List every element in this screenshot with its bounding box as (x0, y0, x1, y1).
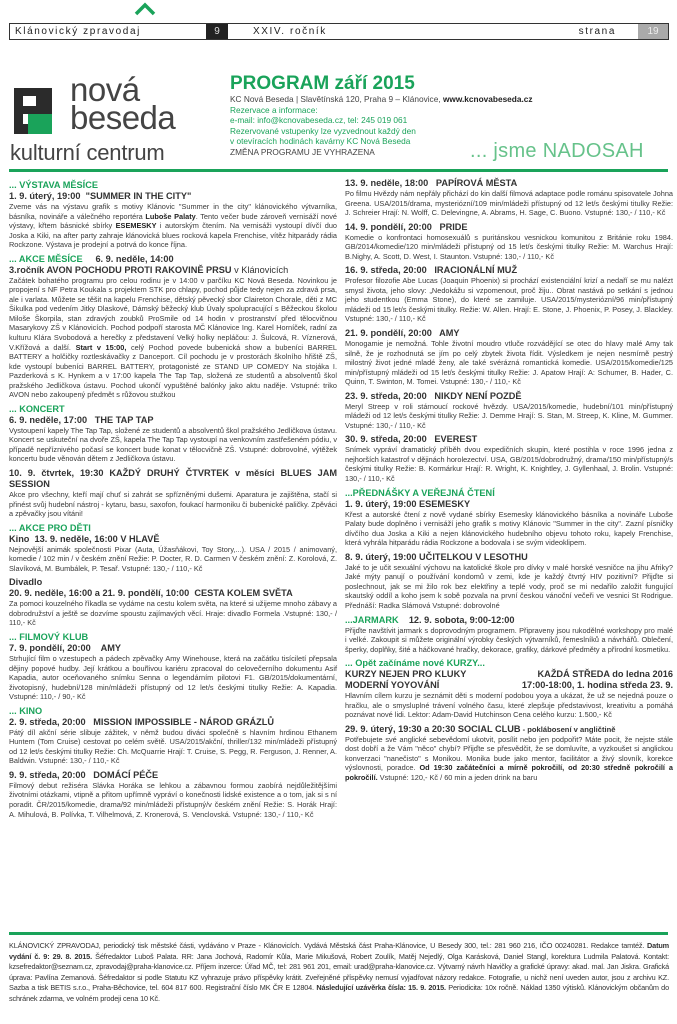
article-title (9, 717, 337, 728)
text-run: Začátek bohatého programu pro celou rodinu je v 14:00 v parčíku KC Nová Beseda. Novinkou je propojení s NF Petra Koukala s projektem STK pro chlapy, pochod půjde tedy nejen za zdravá prsa, ale i varlata. Můžete se těšit na kapelu Frenchise, dětský pěvecký sbor Claireton Chorale, děti z MC Šikulka pod vedením Jitky Dlaskové, Dámský běžecký klub Úvaly spolupracující s Běžeckou školou Miloše Škorpila, stan zdravých zoubků ProSmile od 14 hodin v prostranství před tělocvičnou Masarykovy ZŠ v Klánovicích. Pochod podpoří starosta MČ Klánovice Ing. Karel Horníček, radní za kulturu Klára Svobodová a herečky z představení Velký holky nepláčou: J. Šulcová, R. Víznerová, V.Křížová a další. (9, 275, 337, 352)
article-text (9, 426, 337, 464)
top-divider (9, 169, 668, 172)
text-run: Křest a autorské čtení z nově vydané sbírky Esemesky klánovického básníka a novináře Luboše Palaty bude doplněno i vernisáží jeho grafik s motivy Klánovic "Summer in the city". Zazní písničky dívčího dua Joska a Kiki a nejen klánovického hudebního objevu tohoto roku, kapely Frenchise, která vyhrála hitparádu rádia Rockzone a bodovala i se svým videoklipem. (345, 509, 673, 548)
article-text (345, 189, 673, 218)
reservation-note-1: Rezervované vstupenky lze vyzvednout každý den (230, 125, 416, 136)
article-text (345, 276, 673, 324)
text-run: 1. 9. úterý, 19:00 "SUMMER IN THE CITY" (9, 191, 192, 201)
article-text (345, 445, 673, 483)
issue-number: 9 (206, 24, 228, 39)
publication-name: Klánovický zpravodaj (15, 26, 141, 37)
logo-line-1: nová (70, 71, 140, 108)
nova-beseda-logo (10, 71, 217, 167)
page-number: 19 (638, 24, 668, 39)
text-run: Hlavním cílem kurzu je seznámit děti s moderní podobou yoya a ukázat, že už se nejedná pouze o hračku, ale o smysluplné trávení volného času, které zlepšuje představivost, kreativitu a pomáhá poznávat nové lidi. Lektor: Adam-David Hutchinson Cena celého kurzu: 1.500,- Kč (345, 691, 673, 720)
imprint-text: Následující uzávěrka čísla: 15. 9. 2015. (316, 983, 446, 992)
article-title (345, 434, 673, 445)
text-run: 8. 9. úterý, 19:00 UČITELKOU V LESOTHU (345, 551, 528, 562)
text-run: 21. 9. pondělí, 20:00 AMY (345, 328, 460, 339)
text-run: 7. 9. pondělí, 20:00 AMY (9, 642, 121, 653)
text-run: Akce pro všechny, kteří mají chuť si zahrát se spřízněnými dušemi. Aparatura je zajištěna, stačí si přinést svůj hudební nástroj - kytaru, basu, saxofon, foukací harmoniku či bubenické paličky. Zpěváci a zpěvačky jsou vítáni! (9, 490, 337, 519)
text-run: ... VÝSTAVA MĚSÍCE (9, 180, 98, 190)
text-run: ... KINO (9, 705, 43, 716)
text-run: Pátý díl akční série slibuje zážitek, v němž budou diváci společně s hlavním hrdinou Ethanem Huntem (Tom Cruise) cestovat po celém světě. USA/2015/akční, thriller/132 min/mládeži přístupný od 12 let/s českými titulky Režie: Ch. McQuarrie Hrají: T. Cruise, S. Pegg, R. Ferguson, J. Renner, A. Baldwin. Vstupné: 130,- / 110,- Kč (9, 727, 337, 766)
text-run: Po filmu Hvězdy nám nepřály přichází do kin další filmová adaptace podle románu spisovatele Johna Greena. USA/2015/drama, mysteriózní/109 min/mládeži přístupný od 12 let/s českými titulky Režie: J. Schreier Hrají: N. Wolff, C. Delevingne, A. Abrams, H. Sage, C. Buono. Vstupné: 130,- / 110,- Kč (345, 189, 673, 218)
article-text (345, 233, 673, 262)
text-run: 16. 9. středa, 20:00 IRACIONÁLNÍ MUŽ (345, 265, 518, 276)
text-run: Nejnovější animák společnosti Pixar (Auta, Úžasňákovi, Toy Story,...). USA / 2015 / animovaný, komedie / 102 min / v českém znění Režie: P. Docter, R. D. Carmen V českém znění: Z. Korolová, Z. Slavíková, M. Bumbálek, P. Tesař. Vstupné: 130,- / 110,- Kč (9, 544, 337, 573)
article-title (9, 770, 337, 781)
text-run: Start v 15:00, (75, 342, 127, 352)
text-run: Monogamie je nemožná. Tohle životní moudro vtluče rozvádějící se otec do hlavy malé Amy tak silně, že je rozhodnutá se jím po celý zbytek života řídit. Výsledkem je nejen nesmírně pestrý milostný život jedné mladé ženy, ale také svérázná romantická komedie. USA/2015/komedie/125 min/přístupný mládeži od 15 let/s českými titulky Režie: J. Apatow Hrají: A: Schumer, B. Hader, C. Quinn, T. Swinton, M. Tomei. Vstupné: 130,- / 110,- Kč (345, 339, 673, 387)
article-title (345, 669, 673, 680)
text-run: 30. 9. středa, 20:00 EVEREST (345, 434, 478, 445)
article-text (345, 691, 673, 720)
section-heading (9, 180, 337, 191)
section-heading (9, 632, 337, 643)
text-run: 6. 9. neděle, 14:00 (82, 253, 174, 264)
text-run: ... AKCE PRO DĚTI (9, 522, 91, 533)
article-text (9, 654, 337, 702)
article-title (345, 680, 673, 691)
text-run: ...PŘEDNÁŠKY A VEŘEJNÁ ČTENÍ (345, 487, 495, 498)
logo-line-2: beseda (70, 99, 176, 136)
text-run: Snímek vypráví dramatický příběh dvou expedičních skupin, které postihla v roce 1996 jedna z nejhorších katastrof v dějinách horolezectví. USA, GB/2015/dobrodružný, drama/150 min/přístupný/s českými titulky Režie: B. Kormárkur Hrají: R. Wright, K. Knightley, J. Gyllenhaal, J. Brolin. Vstupné: 130,- / 110,- Kč (345, 445, 673, 484)
article-title (345, 265, 673, 276)
text-run: ... KONCERT (9, 403, 65, 414)
article-title (345, 724, 673, 735)
text-run: celý Pochod povede bubenická show a bubeníci BARREL BATTERY a holčičky roztleskávačky z Danceport. Cíl pochodu je v prostorách školního hřiště ZŠ, kde vystoupí bubeníci BARREL BATTERY, protagonisté ze STAND UP COMEDY Na stojáka I. Pazderková s K. Hynkem a v 17:00 kapela The Tap Tap, složená ze studentů a absolventů škol pražského Jedličkova ústavu. Pochod ukončí vypuštěné balónky jako aktu naděje. Vstupné: triko AVON nebo zakoupený předmět s růžovou stužkou (9, 342, 337, 400)
text-run: ... Opět začínáme nové KURZY... (345, 658, 485, 669)
article-title (345, 499, 673, 510)
article-text (345, 626, 673, 655)
text-run: 1. 9. úterý, 19:00 ESEMESKY (345, 498, 471, 509)
imprint-text: KLÁNOVICKÝ ZPRAVODAJ, periodický tisk městské části, vydáváno v Praze - Klánovicích. Vydává Městská část Praha-Klánovice, U Besedy 300, tel.: 281 960 216, IČO 00240281. Redakce tamtéž. (9, 941, 648, 950)
text-run: 12. 9. sobota, 9:00-12:00 (398, 614, 515, 625)
logo-line-3: kulturní centrum (10, 140, 165, 165)
text-run: 20. 9. neděle, 16:00 a 21. 9. pondělí, 10:00 CESTA KOLEM SVĚTA (9, 588, 293, 599)
text-run: Profesor filozofie Abe Lucas (Joaquin Phoenix) si prochází existenciální krizí a nedaří se mu nalézt smysl života, jeho slovy: „Nedokážu si vzpomenout, proč žiju.. Obrat nastává po setkání s jednou jeho studentkou (Emma Stone), do které se zamiluje. USA/2015/mysteriózní/96 min/přístupný mládeži od 15 let/s českými titulky. Režie: W. Allen. Hrají: E. Stone, J. Phoenix, P. Posey, J. Blackley. Vstupné: 130,- / 110,- Kč (345, 276, 673, 324)
article-text (345, 563, 673, 611)
section-heading (9, 404, 337, 415)
text-run: Meryl Streep v roli stárnoucí rockové hvězdy. USA/2015/komedie, hudební/101 min/přístupný mládeži od 12 let/s českými titulky Režie: J. Demme Hrají: S. Stan, M. Streep, K. Kline, M. Gummer. Vstupné: 130,- / 110,- Kč (345, 401, 673, 430)
text-run: Jaké to je učit sexuální výchovu na katolické škole pro dívky v malé horské vesničce na jihu Afriky? Jaké mýty panují o používání kondomů v zemi, kde je každý čtvrtý HIV pozitivní? Přijďte si poslechnout, jak se mi žilo rok bez elektřiny a teplé vody, proč se mi nedařilo založit fungující skautský oddíl a koho jsem k sobě pozvala na první českou vánoční večeři ve vesnici St Rodrigue. Přednáší: Radka Slámová Vstupné: dobrovolné (345, 562, 673, 610)
text-run: Luboše Palaty (145, 211, 196, 221)
text-run: 9. 9. středa, 20:00 DOMÁCÍ PÉČE (9, 769, 159, 780)
article-title (9, 191, 337, 202)
text-run: Kino 13. 9. neděle, 16:00 V HLAVĚ (9, 533, 160, 544)
program-change-note: ZMĚNA PROGRAMU JE VYHRAZENA (230, 146, 375, 157)
article-title (345, 178, 673, 189)
text-run: 23. 9. středa, 20:00 NIKDY NENÍ POZDĚ (345, 390, 522, 401)
text-run: Divadlo (9, 577, 43, 588)
logo-mark-icon (14, 88, 52, 134)
article-title (345, 328, 673, 339)
text-run: 29. 9. úterý, 19:30 a 20:30 SOCIAL CLUB (345, 723, 521, 734)
program-title: PROGRAM září 2015 (230, 73, 415, 94)
chevron-up-icon (134, 2, 156, 16)
text-run: ...JARMARK (345, 614, 399, 625)
article-text (345, 735, 673, 783)
website-link[interactable]: www.kcnovabeseda.cz (442, 94, 533, 104)
text-run: Přijďte navštívit jarmark s doprovodným programem. Připraveny jsou rukodělné workshopy pro malé i velké. Zakoupit si můžete originální výrobky českých výtvarníků, řemeslníků a návrhářů. Oblečení, šperky, doplňky, šité a háčkované hračky, dekorace, grafiky, dárkové předměty a přírodní kosmetiku. (345, 625, 673, 654)
section-heading (9, 706, 337, 717)
text-run: Od 19:30 začátečníci a mírně pokročilí, od 20:30 středně pokročilí a pokročilí. (345, 763, 673, 782)
article-title (9, 643, 337, 654)
article-text (9, 490, 337, 519)
article-text (9, 202, 337, 250)
text-run: 10. 9. čtvrtek, 19:30 KAŽDÝ DRUHÝ ČTVRTEK v měsíci BLUES JAM SESSION (9, 468, 340, 490)
text-run: . Tento večer bude zároveň vernisáží nové výstavy, křtem básnické sbírky (9, 211, 337, 231)
text-run: Potřebujete své anglické sebevědomí ukotvit, posílit nebo jen podpořit? Máte pocit, že nejste stále dost dobří a že Vám "něco" chybí? Přijďte se přesvědčit, že se domluvíte, a vyzkoušet si anglickou konverzaci "nanečisto" s Monikou. Monika bude jako mentor, facilitátor a živý slovník, korekce výslovnosti, poradce. (345, 734, 673, 773)
article-text (345, 402, 673, 431)
text-run: Vystoupení kapely The Tap Tap, složené ze studentů a absolventů škol pražského Jedličkova ústavu. Koncert se uskuteční na dvoře ZŠ, kapela The Tap Tap vystoupí na venkovním zastřešeném pódiu, v případě nepříznivého počasí se koncert bude konat v tělocvičně ZŠ. Vstupné: dobrovolné, výtěžek koncertu bude věnován dětem z Jedličkova ústavu. (9, 425, 337, 464)
section-heading (345, 488, 673, 499)
article-text (9, 545, 337, 574)
page-header-bar (9, 23, 669, 40)
imprint-text: Šéfredaktor Luboš Palata. RR: Jana Jochová, Radomír Kůla, Marie Mikušová, Robert Zoulík, Matěj Nejedlý, Olga Karásková, Daniel Stangl, korektura Ludmila Palatová. Kontakt: kzsefredaktor@seznam.cz, zpravodaj@praha-klanovice.cz. Příjem inzerce: Úřad MČ, tel: 281 961 201, email: urad@praha-klanovice.cz. Výtvarný návrh hlavičky a grafické úpravy: akad. mal. Jan Jiskra. Grafická úprava: Pavlína Zemanová. Šéfredaktor si podle Statutu KZ vyhrazuje právo příspěvky krátit. Zveřejněné příspěvky nemusí vyjadřovat názory redakce. Fotografie, u nichž není uveden autor, jsou z archivu KZ. Sazba a tisk BETIS s.r.o., Praha-Běchovice, tel. 604 817 600. Registrační číslo MK ČR E 12804. (9, 951, 669, 992)
article-title (9, 265, 337, 276)
article-text (9, 276, 337, 400)
text-run: KAŽDÁ STŘEDA do ledna 2016 (537, 669, 673, 680)
text-run: Filmový debut režiséra Slávka Horáka se lehkou a zábavnou formou zaobírá nejdůležitějšími životními otázkami, vtipně a přitom upřímně vypráví o konečnosti lidské existence a o tom, jak si s ní poradit. ČR/2015/komedie, drama/92 min/mládeži přístupný/v českém znění Režie: S. Horák Hrají: A. Mihulová, B. Polívka, T. Vilhelmová, Z. Kronerová, S. Venclovská. Vstupné: 130,- / 110,- Kč (9, 780, 337, 819)
article-title (9, 254, 337, 265)
text-run: 2. 9. středa, 20:00 MISSION IMPOSSIBLE - NÁROD GRÁZLŮ (9, 716, 274, 727)
volume: XXIV. ročník (253, 26, 327, 37)
text-run: 13. 9. neděle, 18:00 PAPÍROVÁ MĚSTA (345, 178, 518, 188)
text-run: Komedie o konfrontaci homosexuálů s puritánskou vesnickou komunitou z Británie roku 1984. GB/2014/komedie/120 min/mládeži přístupný od 15 let/s českými titulky Režie: M. Warchus Hrají: B.Nighy, A. Scott, D. West, I. Staunton. Vstupné: 130,- / 110,- Kč (345, 232, 673, 261)
article-title (345, 222, 673, 233)
bottom-divider (9, 932, 668, 935)
article-title (345, 615, 673, 626)
imprint-text: Periodicita: 10x ročně. Náklad 1350 výtisků. Klánovickým občanům do schránek zdarma, ve volném prodeji cena 10 Kč. (9, 983, 669, 1003)
article-text (345, 510, 673, 548)
article-title (9, 415, 337, 426)
article-text (9, 781, 337, 819)
article-title (9, 577, 337, 588)
imprint (9, 941, 669, 1004)
text-run: Zveme vás na výstavu grafik s motivy Klánovic "Summer in the city" klánovického výtvarníka, básníka, novináře a válečného reportéra (9, 202, 337, 221)
slogan: ... jsme NADOSAH (470, 140, 644, 162)
article-text (9, 728, 337, 766)
text-run: Za pomoci kouzelného říkadla se vydáme na cestu kolem světa, na které si užijeme mnoho zábavy a dobrodružství a ještě se dozvíme spoustu zajímavých věcí. Hraje: divadlo Formela .Vstupné: 130,- / 110,- Kč (9, 599, 337, 628)
text-run: ... FILMOVÝ KLUB (9, 631, 89, 642)
contact-info: e-mail: info@kcnovabeseda.cz, tel: 245 019 061 (230, 115, 408, 125)
address-text: KC Nová Beseda | Slavětínská 120, Praha 9 – Klánovice, (230, 94, 443, 104)
text-run: KURZY NEJEN PRO KLUKY (345, 669, 467, 680)
article-title (345, 552, 673, 563)
text-run: Strhující film o vzestupech a pádech zpěvačky Amy Winehouse, která na začátku tisíciletí přepsala dějiny popové hudby. Její krátkou a bouřlivou kariéru zpracoval do celovečerního dokumentu Asif Kapadia, autor oceňovaného snímku Senna o legendárním pilotovi F1. GB/2015/dokumentární, životopisný, hudební/128 min/mládeži přístupný od 12 let/s českými titulky Režie: A. Kapadia. Vstupné: 110,- / 90,- Kč (9, 653, 337, 702)
article-title (345, 391, 673, 402)
text-run: 6. 9. neděle, 17:00 THE TAP TAP (9, 414, 154, 425)
text-run: Vstupné: 120,- Kč / 60 min a jeden drink na baru (377, 772, 538, 782)
address (230, 94, 660, 105)
article-title (9, 468, 340, 490)
article-title (9, 534, 337, 545)
reservation-note-2: v otevíracích hodinách kavárny KC Nová Beseda (230, 136, 411, 146)
text-run: MODERNÍ YOYOVÁNÍ (345, 680, 440, 691)
article-text (345, 339, 673, 387)
article-title (9, 588, 337, 599)
right-column (345, 178, 673, 787)
left-column (9, 178, 340, 823)
text-run: 14. 9. pondělí, 20:00 PRIDE (345, 221, 468, 232)
text-run: v Klánovicích (231, 264, 289, 275)
section-heading (9, 523, 337, 534)
text-run: i autorským čtením. Na vernisáži vystoupí dívčí duo Joska a Kiki, na after party zahraje klánovická blues rocková kapela Frenchise, vítěz hitparády rádia Rockzone. Výstava je prodejní a potrvá do konce října. (9, 221, 337, 250)
text-run: 17:00-18:00, 1. hodina středa 23. 9. (521, 680, 673, 691)
text-run: 3.ročník AVON POCHODU PROTI RAKOVINĚ PRSU (9, 264, 232, 275)
reservation-title: Rezervace a informace: (230, 104, 318, 115)
section-heading (345, 658, 673, 669)
text-run: ESEMESKY (115, 221, 157, 231)
text-run: - poklábosení v angličtině (520, 724, 616, 734)
text-run: ... AKCE MĚSÍCE (9, 253, 83, 264)
article-text (9, 599, 337, 628)
imprint-text: Datum vydání č. 9: 29. 8. 2015. (9, 941, 669, 961)
page-label: strana (578, 26, 616, 37)
